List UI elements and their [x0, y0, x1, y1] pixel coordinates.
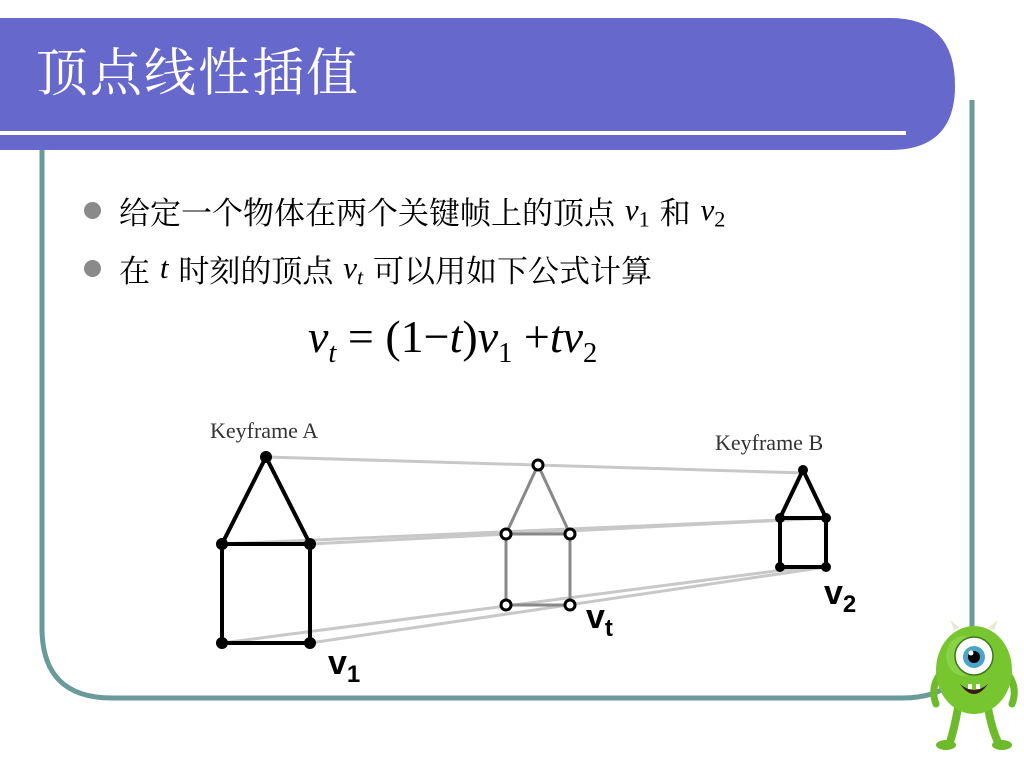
interpolation-formula: $v_t = (1-t)v_1 +tv_2$: [308, 311, 598, 369]
bullet-1-v1: $v_1$: [624, 192, 650, 232]
title-underline: [0, 131, 906, 135]
bullet-1-text: 给定一个物体在两个关键帧上的顶点: [119, 195, 615, 232]
bullet-2-t: t: [159, 250, 169, 285]
bullet-1-v2: $v_2$: [700, 192, 726, 232]
bullet-2: [84, 246, 652, 290]
slide-title: 顶点线性插值: [36, 44, 361, 104]
label-vt: vt: [586, 598, 613, 642]
label-v2: v2: [824, 574, 857, 618]
keyframe-b-label: Keyframe B: [715, 430, 824, 455]
house-interpolated: [506, 465, 570, 605]
keyframe-diagram: [200, 412, 880, 692]
house-keyframe-a: [222, 457, 310, 643]
monster-mascot-icon: [928, 618, 1020, 752]
keyframe-a-label: Keyframe A: [210, 418, 319, 443]
bullet-dot: [84, 260, 101, 277]
house-keyframe-b: [780, 470, 826, 567]
label-v1: v1: [328, 644, 361, 688]
bullet-2-vt: $v_t$: [343, 250, 364, 290]
bullet-1: [84, 188, 725, 232]
bullet-2-mid: 时刻的顶点: [178, 253, 334, 290]
interpolation-lines: [222, 457, 826, 643]
bullet-2-pre: 在: [119, 253, 150, 290]
bullet-1-conj: 和: [659, 195, 691, 232]
bullet-dot: [84, 202, 101, 219]
house-a-vertices: [216, 451, 316, 649]
bullet-2-post: 可以用如下公式计算: [373, 253, 653, 290]
